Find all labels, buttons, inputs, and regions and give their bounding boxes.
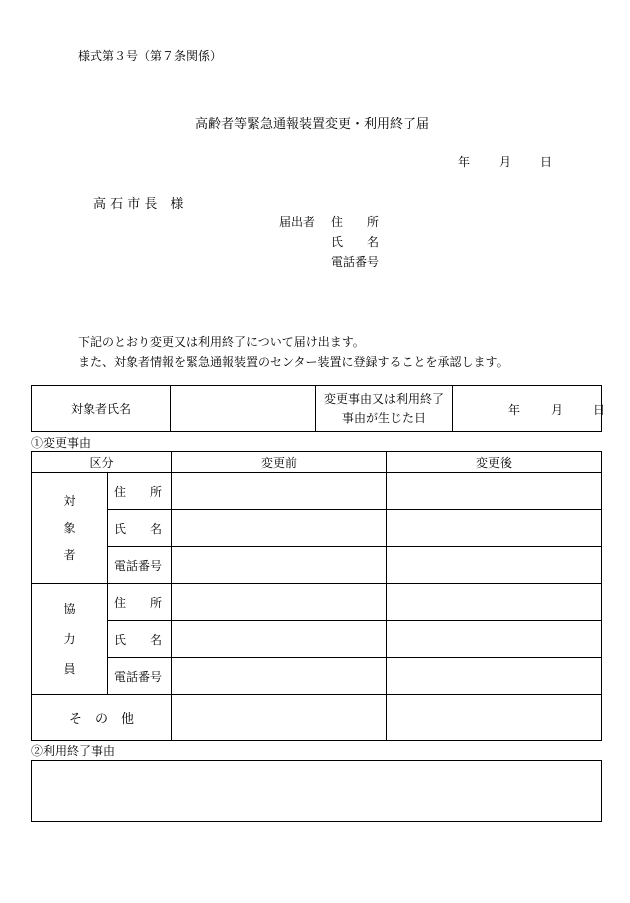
statement-line-1: 下記のとおり変更又は利用終了について届け出ます。 — [78, 335, 365, 349]
subject-name-after[interactable] — [387, 510, 602, 547]
cooperator-phone-after[interactable] — [387, 658, 602, 695]
occurrence-date-label — [316, 386, 453, 432]
subject-table — [31, 385, 606, 432]
subject-phone-before[interactable] — [172, 547, 387, 584]
occurrence-date-label-line-2: 事由が生じた日 — [341, 410, 426, 425]
cooperator-phone-label: 電話番号 — [108, 658, 172, 695]
notifier-address-label: 住 所 — [331, 215, 380, 229]
subject-char-3: 者 — [63, 547, 76, 562]
subject-name-row-label: 氏 名 — [108, 510, 172, 547]
termination-reason-heading: ②利用終了事由 — [31, 744, 116, 758]
other-after[interactable] — [387, 695, 602, 741]
subject-group-label — [32, 473, 108, 584]
subject-name-label: 対象者氏名 — [32, 386, 171, 432]
subject-char-1: 対 — [63, 493, 76, 508]
cooperator-phone-before[interactable] — [172, 658, 387, 695]
col-before: 変更前 — [172, 452, 387, 473]
subject-address-after[interactable] — [387, 473, 602, 510]
cooperator-address-after[interactable] — [387, 584, 602, 621]
page-title: 高齢者等緊急通報装置変更・利用終了届 — [195, 117, 430, 132]
occurrence-day: 日 — [593, 403, 606, 417]
subject-name-field[interactable] — [171, 386, 316, 432]
notifier-label: 届出者 — [279, 215, 316, 229]
col-after: 変更後 — [387, 452, 602, 473]
cooperator-char-3: 員 — [63, 662, 76, 676]
subject-phone-label: 電話番号 — [108, 547, 172, 584]
date-year: 年 — [458, 155, 471, 169]
cooperator-name-after[interactable] — [387, 621, 602, 658]
subject-address-label: 住 所 — [108, 473, 172, 510]
change-reason-heading: ①変更事由 — [31, 436, 92, 450]
cooperator-name-label: 氏 名 — [108, 621, 172, 658]
subject-char-2: 象 — [63, 520, 76, 535]
cooperator-group-label — [32, 584, 108, 695]
form-number: 様式第３号（第７条関係） — [78, 49, 223, 63]
cooperator-char-2: 力 — [63, 632, 76, 646]
subject-name-before[interactable] — [172, 510, 387, 547]
date-day: 日 — [540, 155, 553, 169]
cooperator-address-label: 住 所 — [108, 584, 172, 621]
statement-line-2: また、対象者情報を緊急通報装置のセンター装置に登録することを承認します。 — [78, 355, 509, 369]
occurrence-date-label-line-1: 変更事由又は利用終了 — [323, 391, 444, 406]
termination-reason-field[interactable] — [31, 760, 602, 822]
cooperator-address-before[interactable] — [172, 584, 387, 621]
other-label: そ の 他 — [32, 695, 172, 741]
subject-address-before[interactable] — [172, 473, 387, 510]
change-reason-table — [31, 451, 602, 741]
occurrence-month: 月 — [551, 403, 564, 417]
occurrence-year: 年 — [508, 403, 521, 417]
addressee: 高 石 市 長 様 — [93, 197, 184, 212]
cooperator-char-1: 協 — [63, 602, 76, 616]
notifier-name-label: 氏 名 — [331, 235, 380, 249]
occurrence-date-field[interactable] — [453, 386, 606, 432]
col-category: 区分 — [32, 452, 172, 473]
notifier-phone-label: 電話番号 — [331, 255, 380, 269]
other-before[interactable] — [172, 695, 387, 741]
cooperator-name-before[interactable] — [172, 621, 387, 658]
date-month: 月 — [499, 155, 512, 169]
subject-phone-after[interactable] — [387, 547, 602, 584]
